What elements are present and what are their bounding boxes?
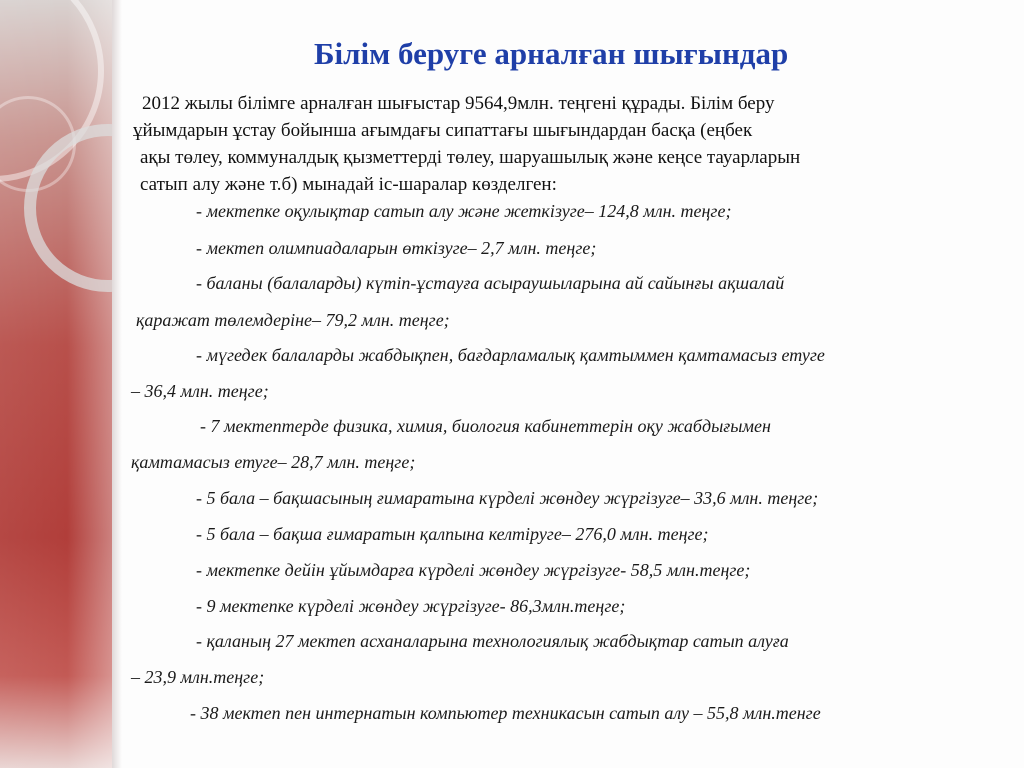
intro-line: сатып алу және т.б) мынадай іс-шаралар көзделген: <box>140 174 557 195</box>
expense-item: - 7 мектептерде физика, химия, биология кабинеттерін оқу жабдығымен <box>200 416 771 436</box>
slide-title: Білім беруге арналған шығындар <box>314 36 789 71</box>
expense-item-continuation: қаражат төлемдеріне– 79,2 млн. теңге; <box>136 310 450 330</box>
expense-item: - 9 мектепке күрделі жөндеу жүргізуге- 86,3млн.теңге; <box>196 596 626 616</box>
expense-item-continuation: – 36,4 млн. теңге; <box>131 381 269 401</box>
expense-item: - мектепке оқулықтар сатып алу және жеткізуге– 124,8 млн. теңге; <box>196 201 732 221</box>
expense-item-continuation: қамтамасыз етуге– 28,7 млн. теңге; <box>131 452 416 472</box>
intro-line: 2012 жылы білімге арналған шығыстар 9564,9млн. теңгені құрады. Білім беру <box>142 93 775 114</box>
expense-item: - мектепке дейін ұйымдарға күрделі жөндеу жүргізуге- 58,5 млн.теңге; <box>196 560 751 580</box>
decorative-side-panel <box>0 0 112 768</box>
expense-item-continuation: – 23,9 млн.теңге; <box>131 667 265 687</box>
expense-item: - мектеп олимпиадаларын өткізуге– 2,7 млн. теңге; <box>196 238 597 258</box>
side-panel-edge-shadow <box>112 0 122 768</box>
expense-item: - 5 бала – бақшасының ғимаратына күрделі жөндеу жүргізуге– 33,6 млн. теңге; <box>196 488 819 508</box>
expense-item: - мүгедек балаларды жабдықпен, бағдарламалық қамтыммен қамтамасыз етуге <box>196 345 825 365</box>
expense-item: - қаланың 27 мектеп асханаларына технологиялық жабдықтар сатып алуға <box>196 631 789 651</box>
intro-line: ұйымдарын ұстау бойынша ағымдағы сипаттағы шығындардан басқа (еңбек <box>133 120 753 141</box>
expense-item: - баланы (балаларды) күтіп-ұстауға асыраушыларына ай сайынғы ақшалай <box>196 273 785 293</box>
expense-item: - 38 мектеп пен интернатын компьютер техникасын сатып алу – 55,8 млн.тенге <box>190 703 821 723</box>
intro-line: ақы төлеу, коммуналдық қызметтерді төлеу, шаруашылық және кеңсе тауарларын <box>140 147 801 168</box>
expense-item: - 5 бала – бақша ғимаратын қалпына келтіруге– 276,0 млн. теңге; <box>196 524 709 544</box>
